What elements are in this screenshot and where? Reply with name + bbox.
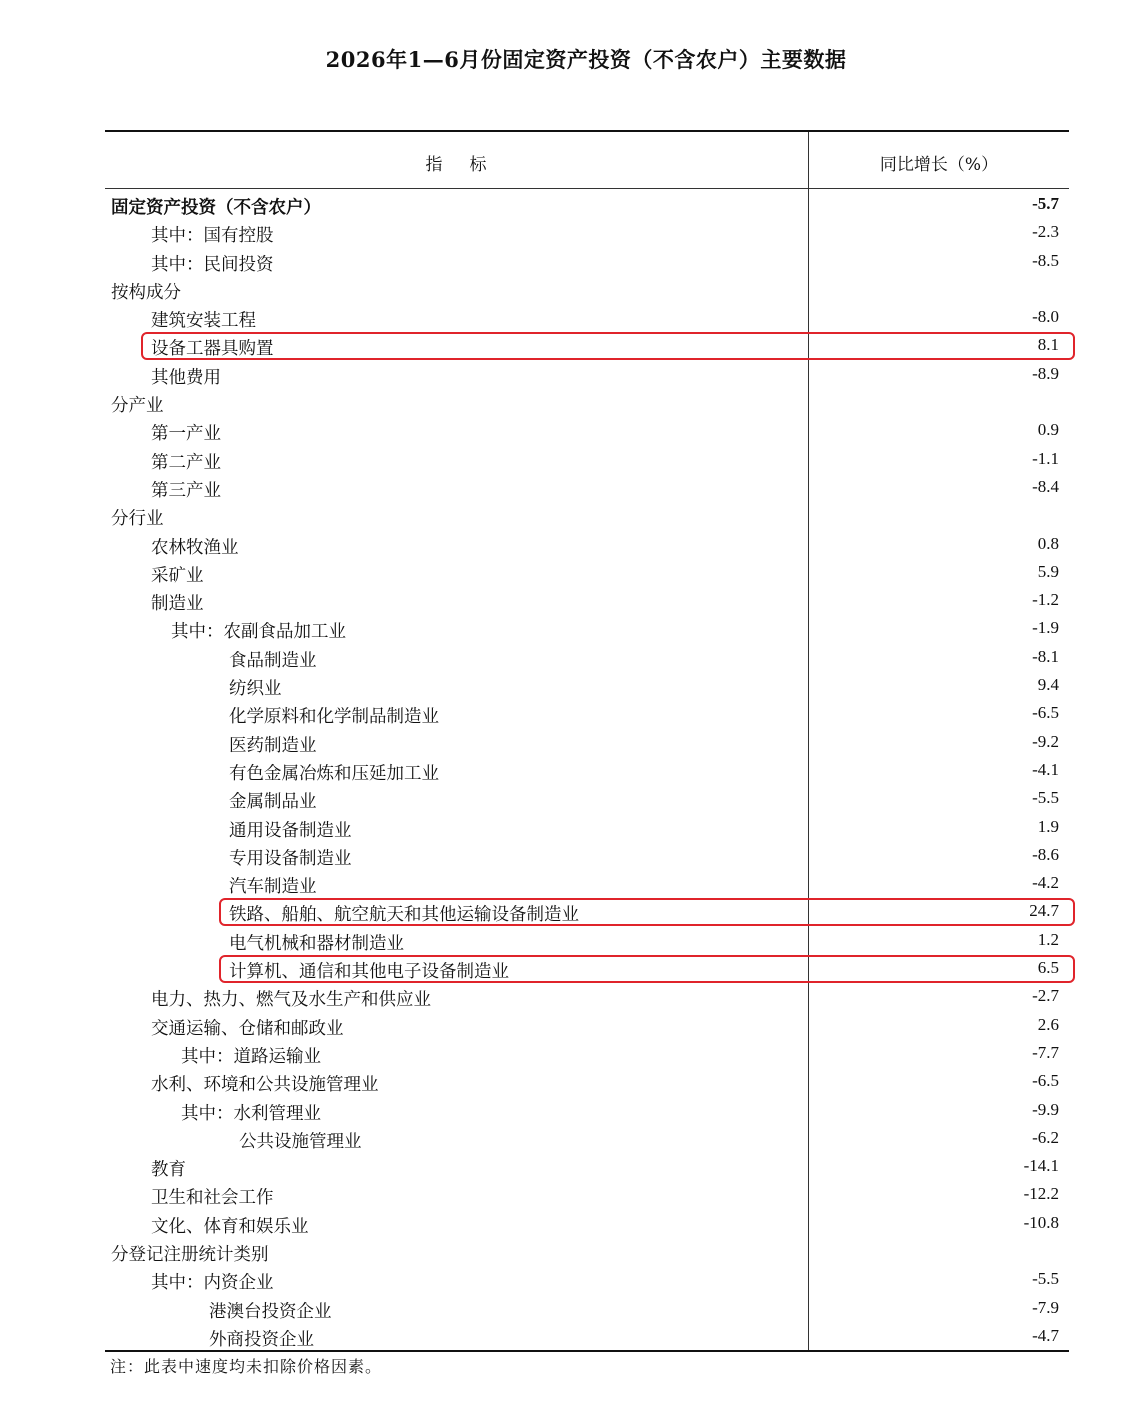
table-row (105, 644, 1069, 672)
table-row (105, 389, 1069, 417)
row-value: 1.2 (1037, 929, 1059, 949)
table-row (105, 417, 1069, 445)
row-value: 8.1 (1037, 335, 1059, 355)
row-label: 公共设施管理业 (239, 1131, 362, 1152)
table-row (105, 1266, 1069, 1294)
row-label: 港澳台投资企业 (209, 1301, 332, 1322)
table-row (105, 559, 1069, 587)
row-label: 第一产业 (151, 424, 221, 445)
row-value: -9.2 (1032, 731, 1059, 751)
row-value: -8.5 (1032, 250, 1059, 270)
table-row (105, 785, 1069, 813)
row-label: 建筑安装工程 (151, 311, 256, 332)
row-value: -10.8 (1023, 1212, 1059, 1232)
row-label: 计算机、通信和其他电子设备制造业 (229, 962, 509, 983)
row-label: 制造业 (151, 594, 204, 615)
table-row (105, 1181, 1069, 1209)
row-label: 卫生和社会工作 (151, 1188, 274, 1209)
table-row (105, 332, 1069, 360)
row-value: -1.9 (1032, 618, 1059, 638)
table-row (105, 1295, 1069, 1323)
row-label: 其中：道路运输业 (181, 1046, 321, 1067)
row-value: -4.2 (1032, 873, 1059, 893)
table-row (105, 1012, 1069, 1040)
table-row (105, 1210, 1069, 1238)
row-label: 交通运输、仓储和邮政业 (151, 1018, 344, 1039)
row-label: 第二产业 (151, 452, 221, 473)
table-row (105, 955, 1069, 983)
table-row (105, 842, 1069, 870)
table-row (105, 531, 1069, 559)
row-label: 文化、体育和娱乐业 (151, 1216, 309, 1237)
row-label: 其中：内资企业 (151, 1273, 274, 1294)
table-row (105, 446, 1069, 474)
table-row (105, 1097, 1069, 1125)
table-row (105, 1238, 1069, 1266)
table-row (105, 927, 1069, 955)
row-value: -4.7 (1032, 1325, 1059, 1345)
table-row (105, 898, 1069, 926)
row-label: 其中：农副食品加工业 (171, 622, 346, 643)
table-row (105, 474, 1069, 502)
row-label: 固定资产投资（不含农户） (111, 198, 321, 218)
table-row (105, 870, 1069, 898)
table-row (105, 502, 1069, 530)
row-value: 6.5 (1037, 958, 1059, 978)
row-value: -8.9 (1032, 363, 1059, 383)
row-value: 5.9 (1037, 561, 1059, 581)
highlight-box (141, 332, 1075, 360)
row-value: 2.6 (1037, 1014, 1059, 1034)
row-value: -6.5 (1032, 1071, 1059, 1091)
table-row (105, 219, 1069, 247)
row-value: 1.9 (1037, 816, 1059, 836)
row-value: -6.2 (1032, 1127, 1059, 1147)
table-row (105, 248, 1069, 276)
table-row (105, 700, 1069, 728)
header-indicator-char-1: 指 (425, 155, 444, 175)
table-row (105, 276, 1069, 304)
row-value: -5.5 (1032, 1269, 1059, 1289)
table-row (105, 757, 1069, 785)
row-value: -2.3 (1032, 222, 1059, 242)
highlight-box (219, 898, 1075, 926)
row-value: -9.9 (1032, 1099, 1059, 1119)
row-value: -5.7 (1032, 194, 1059, 213)
row-label: 化学原料和化学制品制造业 (229, 707, 439, 728)
row-value: -8.4 (1032, 476, 1059, 496)
row-value: 0.8 (1037, 533, 1059, 553)
table-row (105, 672, 1069, 700)
table-row (105, 729, 1069, 757)
row-label: 教育 (151, 1160, 186, 1181)
row-label: 其中：国有控股 (151, 226, 274, 247)
highlight-box (219, 955, 1075, 983)
row-label: 金属制品业 (229, 792, 317, 813)
row-label: 外商投资企业 (209, 1329, 314, 1350)
row-value: -6.5 (1032, 703, 1059, 723)
row-label: 食品制造业 (229, 650, 317, 671)
row-value: -8.0 (1032, 307, 1059, 327)
row-label: 第三产业 (151, 480, 221, 501)
table-row (105, 615, 1069, 643)
row-value: -5.5 (1032, 788, 1059, 808)
row-label: 按构成分 (111, 282, 181, 303)
header-indicator (105, 150, 808, 175)
header-growth: 同比增长（%） (879, 155, 999, 175)
table-body (105, 191, 1069, 1351)
row-value: -7.9 (1032, 1297, 1059, 1317)
row-label: 其他费用 (151, 367, 221, 388)
table-row (105, 1040, 1069, 1068)
row-value: 9.4 (1037, 675, 1059, 695)
row-value: -1.1 (1032, 448, 1059, 468)
document-title: 2026年1—6月份固定资产投资（不含农户）主要数据 (325, 47, 847, 72)
table-row (105, 983, 1069, 1011)
row-value: -12.2 (1023, 1184, 1059, 1204)
data-table (105, 130, 1069, 1352)
row-value: -4.1 (1032, 759, 1059, 779)
table-row (105, 361, 1069, 389)
table-row (105, 587, 1069, 615)
row-label: 专用设备制造业 (229, 848, 352, 869)
row-label: 分行业 (111, 509, 164, 530)
row-value: -7.7 (1032, 1042, 1059, 1062)
row-label: 汽车制造业 (229, 877, 317, 898)
row-value: -8.1 (1032, 646, 1059, 666)
table-note: 注：此表中速度均未扣除价格因素。 (110, 1357, 383, 1376)
row-label: 其中：民间投资 (151, 254, 274, 275)
row-value: -14.1 (1023, 1156, 1059, 1176)
table-row (105, 191, 1069, 219)
row-label: 农林牧渔业 (151, 537, 239, 558)
header-indicator-char-2: 标 (469, 155, 488, 175)
row-label: 电气机械和器材制造业 (229, 933, 404, 954)
table-row (105, 1068, 1069, 1096)
row-label: 有色金属冶炼和压延加工业 (229, 763, 439, 784)
row-value: -1.2 (1032, 590, 1059, 610)
table-row (105, 1125, 1069, 1153)
row-label: 纺织业 (229, 679, 282, 700)
row-value: 24.7 (1029, 901, 1059, 921)
row-label: 铁路、船舶、航空航天和其他运输设备制造业 (229, 905, 579, 926)
row-label: 设备工器具购置 (151, 339, 274, 360)
row-label: 通用设备制造业 (229, 820, 352, 841)
table-row (105, 1323, 1069, 1351)
table-row (105, 814, 1069, 842)
row-label: 分产业 (111, 396, 164, 417)
row-label: 医药制造业 (229, 735, 317, 756)
table-row (105, 304, 1069, 332)
row-value: -8.6 (1032, 844, 1059, 864)
table-header (105, 132, 1069, 189)
row-label: 其中：水利管理业 (181, 1103, 321, 1124)
row-value: 0.9 (1037, 420, 1059, 440)
table-row (105, 1153, 1069, 1181)
row-label: 水利、环境和公共设施管理业 (151, 1075, 379, 1096)
row-label: 采矿业 (151, 565, 204, 586)
row-value: -2.7 (1032, 986, 1059, 1006)
row-label: 分登记注册统计类别 (111, 1244, 269, 1265)
row-label: 电力、热力、燃气及水生产和供应业 (151, 990, 431, 1011)
